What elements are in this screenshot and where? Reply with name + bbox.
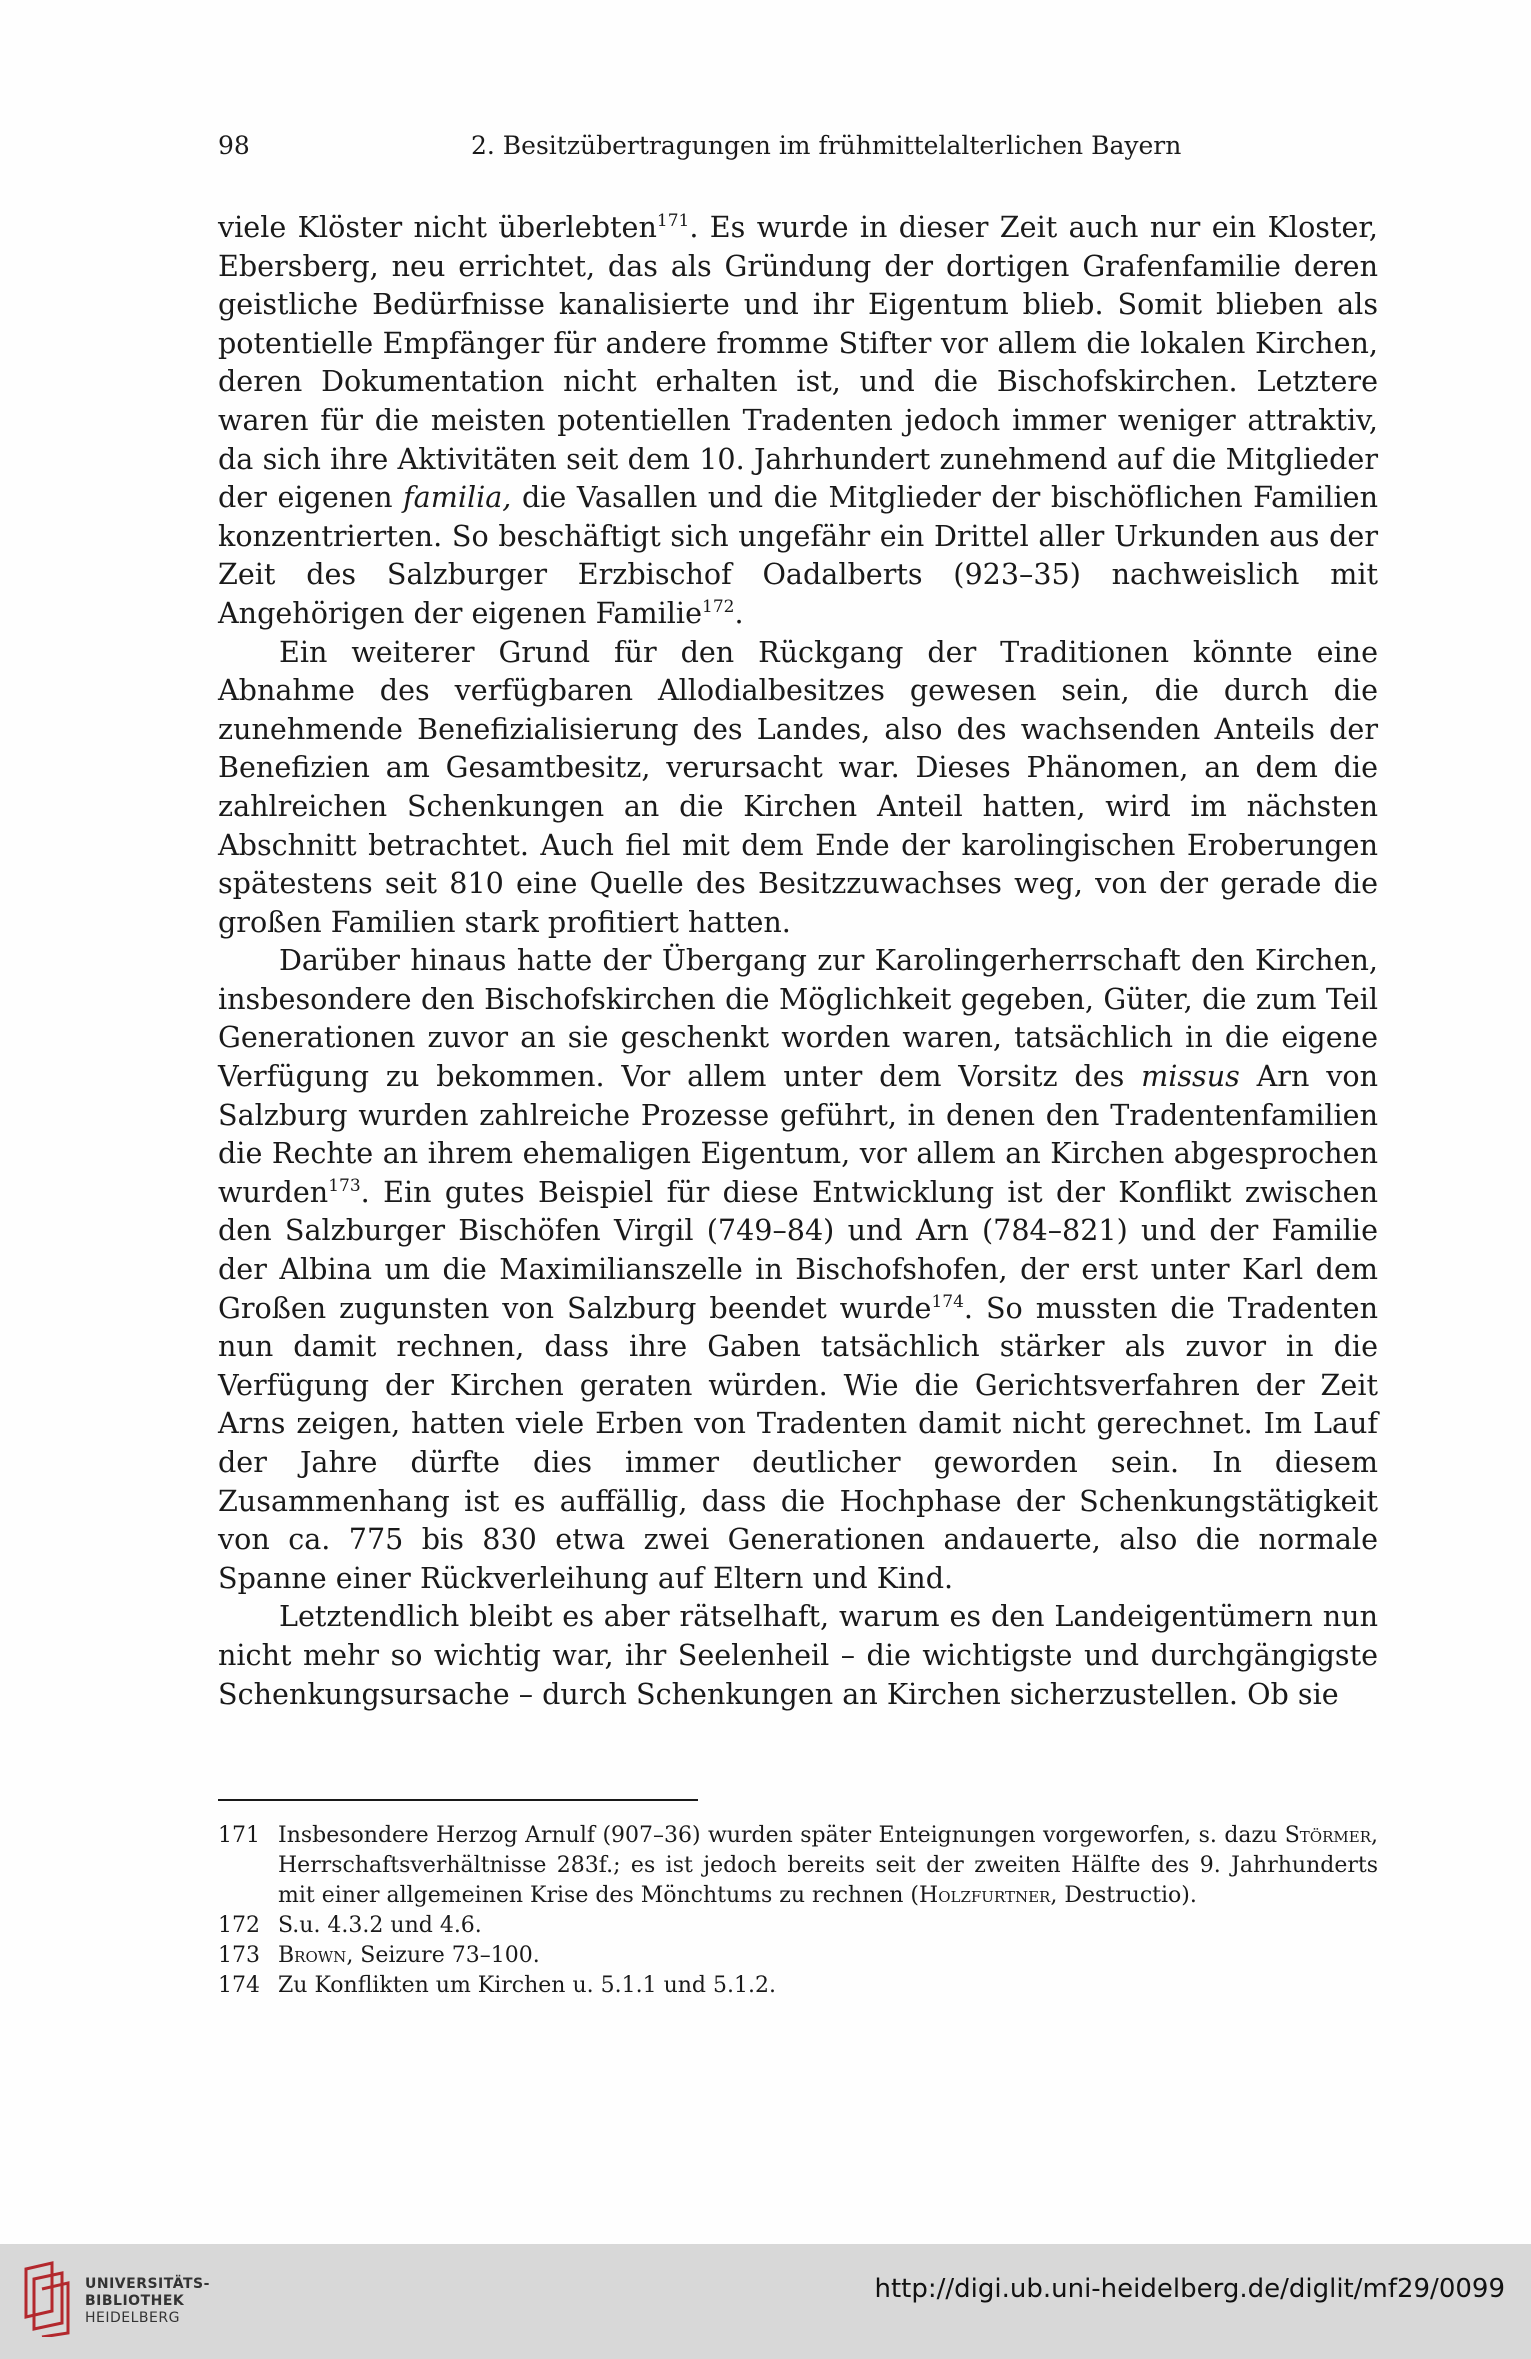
footnote-text bbox=[278, 1821, 1378, 1911]
author-name: Störmer bbox=[1284, 1823, 1371, 1848]
library-logo-icon[interactable] bbox=[22, 2261, 70, 2337]
footnote-number: 172 bbox=[218, 1913, 260, 1938]
italic-term: familia, bbox=[403, 480, 512, 515]
text-run: , Herrschaftsverhältnisse 283f.; es ist jedoch bereits seit der zweiten Hälfte des 9. Jahrhunderts mit einer allgemeinen Krise des Mönchtums zu rechnen ( bbox=[278, 1823, 1378, 1908]
footnotes bbox=[218, 1821, 1378, 2001]
text-run: Insbesondere Herzog Arnulf (907–36) wurden später Enteignungen vorgeworfen, s. dazu bbox=[278, 1823, 1285, 1848]
source-url-link[interactable]: http://digi.ub.uni-heidelberg.de/diglit/mf29/0099 bbox=[874, 2274, 1505, 2304]
footnote-number: 173 bbox=[218, 1943, 260, 1968]
footnote-number: 171 bbox=[218, 1823, 260, 1848]
footnote-ref[interactable]: 173 bbox=[328, 1175, 361, 1196]
running-head bbox=[218, 126, 1378, 166]
library-name-line: UNIVERSITÄTS- bbox=[85, 2276, 210, 2292]
footnote-text: Zu Konflikten um Kirchen u. 5.1.1 und 5.1.2. bbox=[278, 1973, 776, 1998]
footnote bbox=[218, 1971, 1378, 2001]
paragraph: Letztendlich bleibt es aber rätselhaft, warum es den Landeigentümern nun nicht mehr so wichtig war, ihr Seelenheil – die wichtigste und durchgängigste Schenkungsursache – durch Schenkungen an Kirchen sicherzustellen. Ob sie bbox=[218, 1599, 1378, 1711]
footnote-ref[interactable]: 171 bbox=[656, 211, 690, 231]
text-run: . Es wurde in dieser Zeit auch nur ein Kloster, Ebersberg, neu errichtet, das als Gründung der dortigen Grafenfamilie deren geistliche Bedürfnisse kanalisierte und ihr Eigentum blieb. Somit blieben als potentielle Empfänger für andere fromme Stifter vor allem die lokalen Kirchen, deren Dokumentation nicht erhalten ist, und die Bischofskirchen. Letztere waren für die meisten potentiellen Tradenten jedoch immer weniger attraktiv, da sich ihre Aktivitäten seit dem 10. Jahrhundert zunehmend auf die Mitglieder der eigenen bbox=[218, 210, 1378, 515]
footer-bar bbox=[0, 2244, 1531, 2359]
footnote bbox=[218, 1941, 1378, 1971]
library-name-line: HEIDELBERG bbox=[85, 2310, 180, 2326]
author-name: Brown bbox=[278, 1943, 347, 1968]
text-run: viele Klöster nicht überlebten bbox=[218, 210, 657, 244]
footnote-text bbox=[278, 1941, 1378, 1971]
footnote-ref[interactable]: 172 bbox=[702, 596, 735, 617]
text-run: , Seizure 73–100. bbox=[346, 1943, 540, 1968]
page-number: 98 bbox=[218, 131, 250, 160]
footnote-number: 174 bbox=[218, 1973, 260, 1998]
text-run: die Vasallen und die Mitglieder der bischöflichen Familien konzentrierten. So beschäftigt sich ungefähr ein Drittel aller Urkunden aus der Zeit des Salzburger Erzbischof Oadalberts (923–35) nachweislich mit Angehörigen der eigenen Familie bbox=[218, 480, 1379, 630]
paragraph bbox=[218, 208, 1378, 633]
text-run: Darüber hinaus hatte der Übergang zur Karolingerherrschaft den Kirchen, insbesondere den Bischofskirchen die Möglichkeit gegeben, Güter, die zum Teil Generationen zuvor an sie geschenkt worden waren, tatsächlich in die eigene Verfügung zu bekommen. Vor allem unter dem Vorsitz des bbox=[218, 943, 1378, 1094]
footnote bbox=[218, 1821, 1378, 1911]
paragraph bbox=[218, 941, 1378, 1597]
library-name-line: BIBLIOTHEK bbox=[85, 2293, 185, 2309]
footnote-ref[interactable]: 174 bbox=[931, 1291, 964, 1312]
paragraph: Ein weiterer Grund für den Rückgang der Traditionen könnte eine Abnahme des verfügbaren Allodialbesitzes gewesen sein, die durch die zunehmende Benefizialisierung des Landes, also des wachsenden Anteils der Benefizien am Gesamtbesitz, verursacht war. Dieses Phänomen, an dem die zahlreichen Schenkungen an die Kirchen Anteil hatten, wird im nächsten Abschnitt betrachtet. Auch fiel mit dem Ende der karolingischen Eroberungen spätestens seit 810 eine Quelle des Besitzzuwachses weg, von der gerade die großen Familien stark profitiert hatten. bbox=[218, 634, 1378, 939]
text-run: . So mussten die Tradenten nun damit rechnen, dass ihre Gaben tatsächlich stärker als zuvor in die Verfügung der Kirchen geraten würden. Wie die Gerichtsverfahren der Zeit Arns zeigen, hatten viele Erben von Tradenten damit nicht gerechnet. Im Lauf der Jahre dürfte dies immer deutlicher geworden sein. In diesem Zusammenhang ist es auffällig, dass die Hochphase der Schenkungstätigkeit von ca. 775 bis 830 etwa zwei Generationen andauerte, also die normale Spanne einer Rückverleihung auf Eltern und Kind. bbox=[218, 1290, 1378, 1595]
footnote bbox=[218, 1911, 1378, 1941]
main-text bbox=[218, 208, 1378, 1713]
running-head-title: 2. Besitzübertragungen im frühmittelalterlichen Bayern bbox=[471, 131, 1182, 160]
library-name bbox=[85, 2276, 210, 2327]
footnote-text: S.u. 4.3.2 und 4.6. bbox=[278, 1913, 482, 1938]
footnote-divider bbox=[218, 1799, 698, 1801]
author-name: Holzfurtner bbox=[919, 1883, 1051, 1908]
text-run: . Ein gutes Beispiel für diese Entwicklung ist der Konflikt zwischen den Salzburger Bischöfen Virgil (749–84) und Arn (784–821) und der Familie der Albina um die Maximilianszelle in Bischofshofen, der erst unter Karl dem Großen zugunsten von Salzburg beendet wurde bbox=[218, 1174, 1378, 1325]
text-run: Arn von Salzburg wurden zahlreiche Prozesse geführt, in denen den Tradentenfamilien die Rechte an ihrem ehemaligen Eigentum, vor allem an Kirchen abgesprochen wurden bbox=[218, 1059, 1379, 1209]
text-run: , Destructio). bbox=[1050, 1883, 1197, 1908]
text-run: . bbox=[734, 595, 744, 630]
italic-term: missus bbox=[1141, 1059, 1240, 1094]
